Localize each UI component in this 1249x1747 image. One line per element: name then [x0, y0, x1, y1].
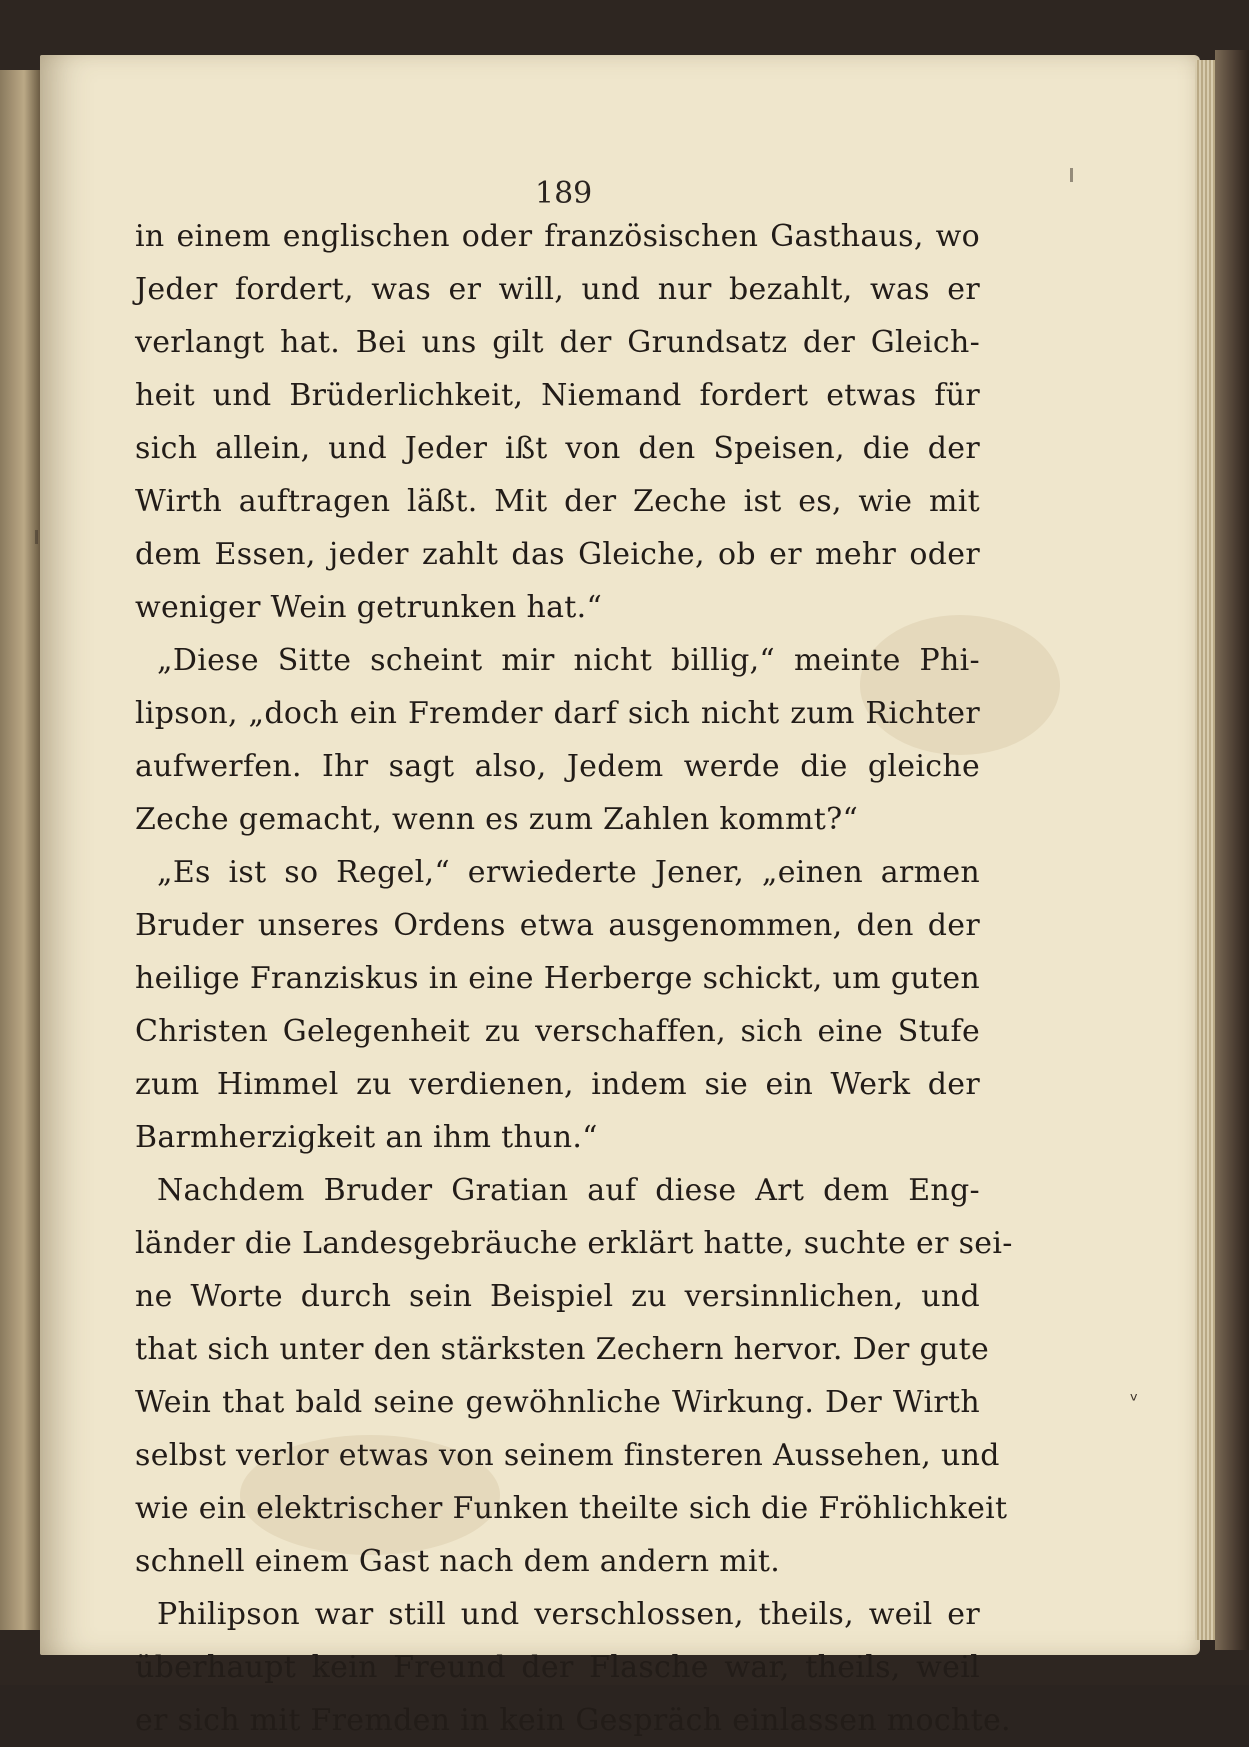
margin-speck	[35, 530, 38, 544]
text-line: „Es ist so Regel,“ erwiederte Jener, „einen armen	[157, 855, 980, 890]
page-stack-edge	[1195, 60, 1217, 1640]
text-line: Wein that bald seine gewöhnliche Wirkung. Der Wirth	[135, 1385, 980, 1420]
text-line: wie ein elektrischer Funken theilte sich die Fröhlichkeit	[135, 1491, 1008, 1526]
text-line: „Diese Sitte scheint mir nicht billig,“ meinte Phi-	[157, 643, 980, 678]
text-line: zum Himmel zu verdienen, indem sie ein Werk der	[135, 1067, 980, 1102]
page-number: 189	[535, 176, 593, 211]
text-line: Philipson war still und verschlossen, theils, weil er	[157, 1597, 980, 1632]
text-line: Wirth auftragen läßt. Mit der Zeche ist es, wie mit	[135, 484, 980, 519]
text-line: schnell einem Gast nach dem andern mit.	[135, 1544, 781, 1579]
text-line: überhaupt kein Freund der Flasche war, theils, weil	[135, 1650, 980, 1685]
text-line: Nachdem Bruder Gratian auf diese Art dem Eng-	[157, 1173, 980, 1208]
text-line: heilige Franziskus in eine Herberge schickt, um guten	[135, 961, 980, 996]
text-line: Zeche gemacht, wenn es zum Zahlen kommt?“	[135, 802, 859, 837]
text-line: Christen Gelegenheit zu verschaffen, sich eine Stufe	[135, 1014, 980, 1049]
text-line: in einem englischen oder französischen Gasthaus, wo	[135, 219, 980, 254]
text-line: verlangt hat. Bei uns gilt der Grundsatz der Gleich-	[135, 325, 980, 360]
text-line: Bruder unseres Ordens etwa ausgenommen, den der	[135, 908, 980, 943]
text-line: heit und Brüderlichkeit, Niemand fordert etwas für	[135, 378, 980, 413]
text-line: er sich mit Fremden in kein Gespräch einlassen mochte.	[135, 1703, 1011, 1738]
text-line: selbst verlor etwas von seinem finsteren Aussehen, und	[135, 1438, 1000, 1473]
book-binding	[1215, 50, 1249, 1650]
text-line: ne Worte durch sein Beispiel zu versinnlichen, und	[135, 1279, 980, 1314]
text-line: lipson, „doch ein Fremder darf sich nicht zum Richter	[135, 696, 980, 731]
text-line: länder die Landesgebräuche erklärt hatte, suchte er sei-	[135, 1226, 1013, 1261]
margin-mark: ᵛ	[1130, 1388, 1139, 1412]
margin-speck	[1070, 168, 1073, 182]
text-line: that sich unter den stärksten Zechern hervor. Der gute	[135, 1332, 990, 1367]
facing-page-edge	[0, 70, 40, 1630]
text-line: aufwerfen. Ihr sagt also, Jedem werde die gleiche	[135, 749, 980, 784]
body-text	[135, 210, 1013, 1747]
text-line: weniger Wein getrunken hat.“	[135, 590, 603, 625]
text-line: Barmherzigkeit an ihm thun.“	[135, 1120, 598, 1155]
text-line: dem Essen, jeder zahlt das Gleiche, ob er mehr oder	[135, 537, 980, 572]
text-line: sich allein, und Jeder ißt von den Speisen, die der	[135, 431, 980, 466]
text-line: Jeder fordert, was er will, und nur bezahlt, was er	[135, 272, 980, 307]
